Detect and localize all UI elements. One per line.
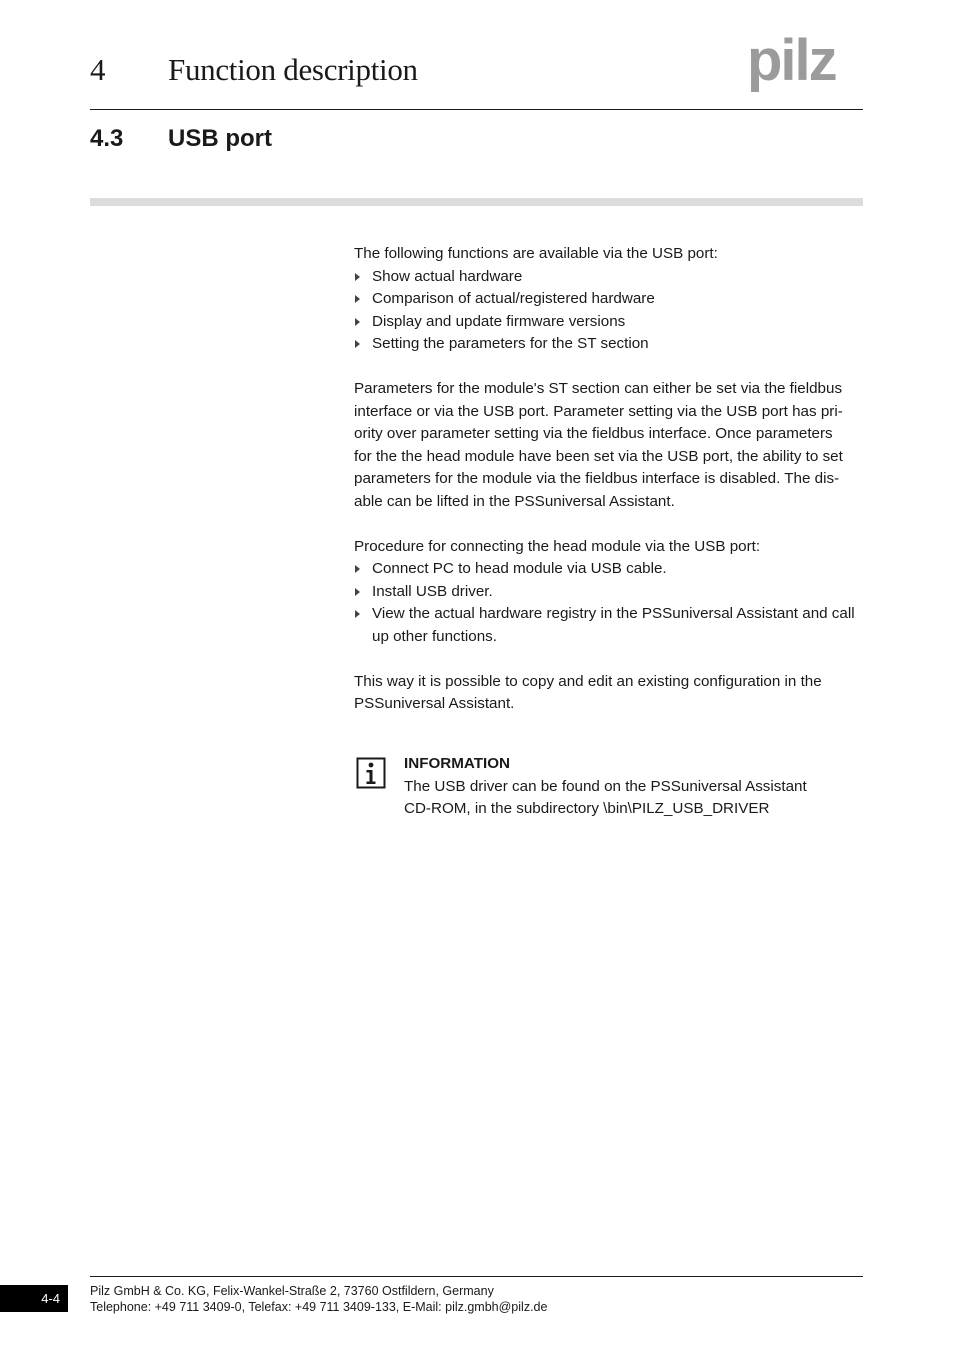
page-number: 4-4: [0, 1285, 68, 1312]
footer-text: [90, 1283, 547, 1315]
parameters-paragraph: Parameters for the module's ST section can either be set via the fieldbus interface or via the USB port. Parameter setting via the USB port has pri- ority over parameter setting via the fieldbus interface. Once parameters for the the head module have been set via the USB port, the ability to set parameters for the module via the fieldbus interface is disabled. The dis- able can be lifted in the PSSuniversal Assistant.: [354, 380, 843, 510]
footer-contact: Telephone: +49 711 3409-0, Telefax: +49 711 3409-133, E-Mail: pilz.gmbh@pilz.de: [90, 1300, 548, 1314]
chapter-number: 4: [90, 52, 106, 87]
functions-list: [354, 266, 866, 356]
information-line: The USB driver can be found on the PSSuniversal Assistant: [404, 777, 807, 795]
bullet-arrow-icon: [355, 273, 360, 281]
footer-rule: [90, 1276, 863, 1277]
list-item: Connect PC to head module via USB cable.: [354, 558, 866, 581]
information-heading: INFORMATION: [404, 755, 511, 772]
list-item: Setting the parameters for the ST section: [354, 333, 866, 356]
bullet-arrow-icon: [355, 588, 360, 596]
bullet-arrow-icon: [355, 610, 360, 618]
pilz-logo: [746, 28, 864, 94]
information-note: [354, 753, 866, 821]
section-title: USB port: [168, 125, 272, 152]
list-item: Show actual hardware: [354, 266, 866, 289]
bullet-arrow-icon: [355, 565, 360, 573]
bullet-arrow-icon: [355, 295, 360, 303]
section-number: 4.3: [90, 125, 124, 152]
list-item: Install USB driver.: [354, 581, 866, 604]
bullet-arrow-icon: [355, 318, 360, 326]
procedure-list: [354, 558, 866, 648]
chapter-title: Function description: [168, 52, 418, 87]
list-item: Display and update firmware versions: [354, 311, 866, 334]
logo-text: pilz: [747, 28, 836, 93]
intro-text: The following functions are available via the USB port:: [354, 245, 718, 262]
body-content: [354, 243, 866, 716]
section-divider: [90, 198, 863, 206]
information-line: CD-ROM, in the subdirectory \bin\PILZ_USB_DRIVER: [404, 800, 770, 817]
procedure-intro: Procedure for connecting the head module via the USB port:: [354, 537, 761, 555]
header-rule: [90, 109, 863, 110]
list-item: View the actual hardware registry in the PSSuniversal Assistant and call up other functions.: [354, 603, 866, 648]
footer-address: Pilz GmbH & Co. KG, Felix-Wankel-Straße 2, 73760 Ostfildern, Germany: [90, 1284, 494, 1298]
information-icon: [356, 757, 386, 789]
bullet-arrow-icon: [355, 340, 360, 348]
list-item: Comparison of actual/registered hardware: [354, 288, 866, 311]
closing-paragraph: This way it is possible to copy and edit an existing configuration in the PSSuniversal Assistant.: [354, 672, 822, 712]
